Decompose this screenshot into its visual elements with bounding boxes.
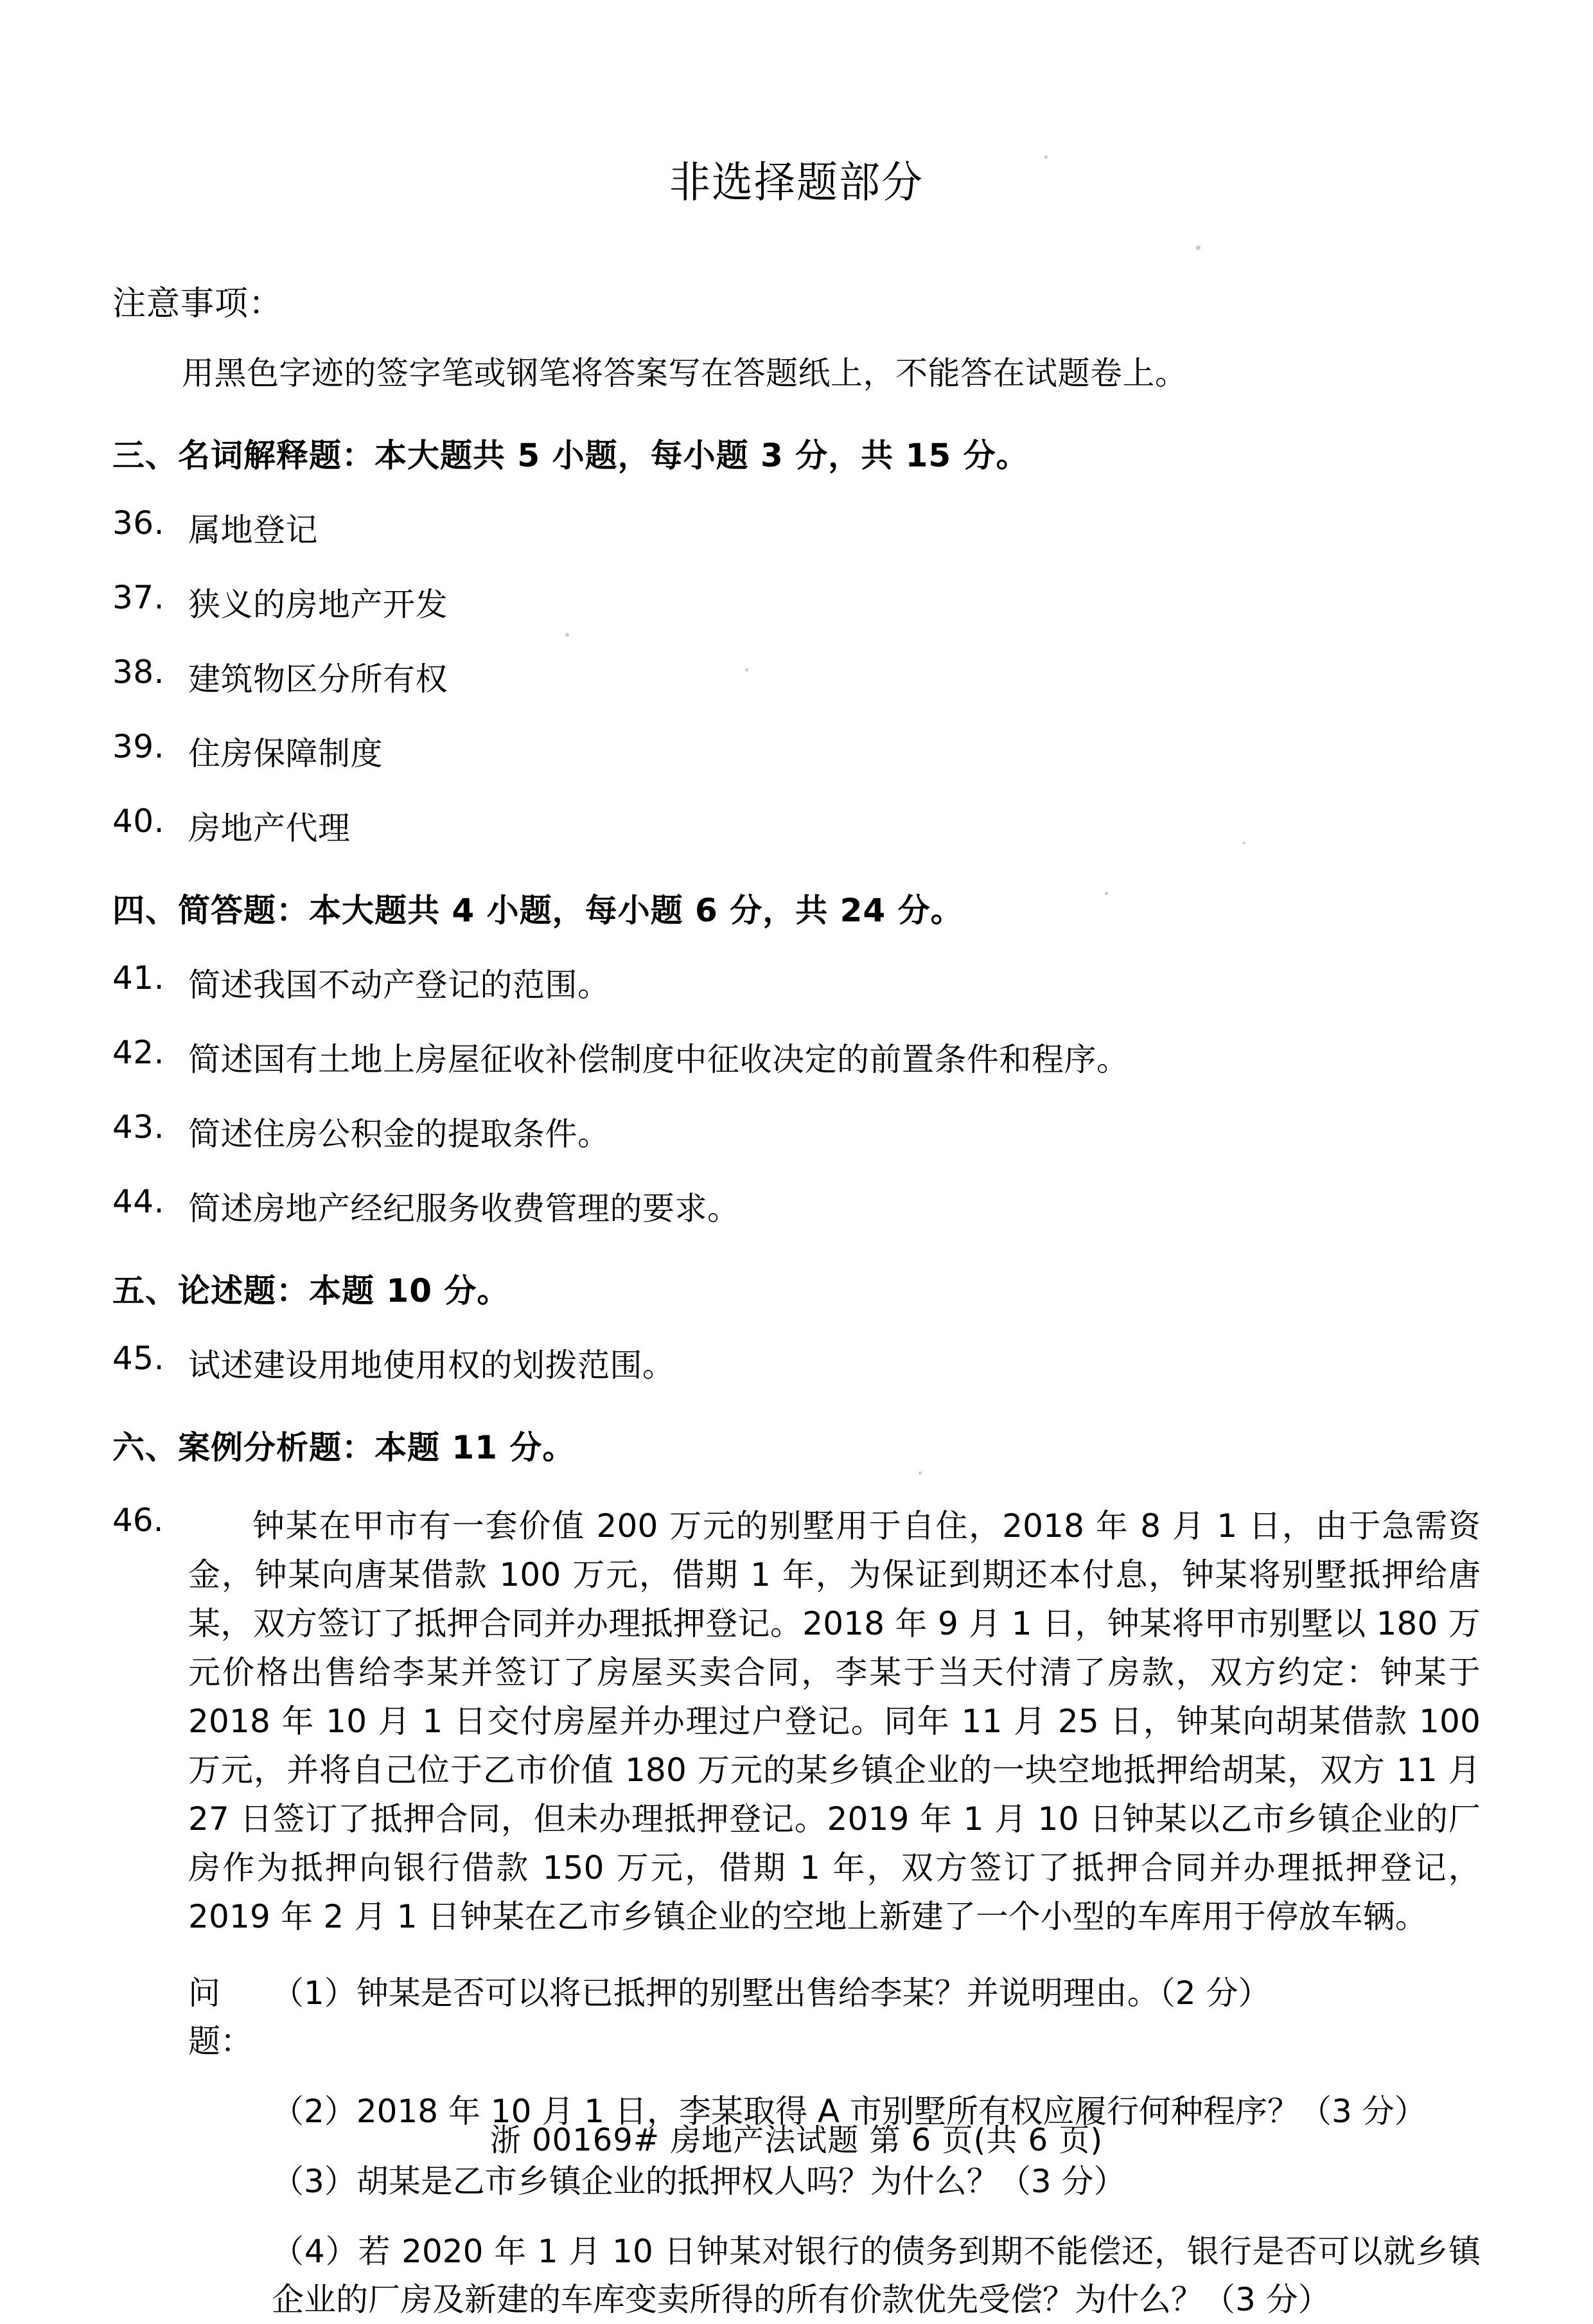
case-question-row [188,2228,1481,2324]
question-item [112,1183,1481,1229]
section-number: 六、 [112,1429,178,1466]
question-number: 39. [112,728,165,765]
section-heading-5 [112,1265,1481,1311]
case-question-text [272,1969,1481,2018]
notice-label: 注意事项： [112,285,283,323]
section-description: 本大题共 4 小题，每小题 6 分，共 24 分。 [309,892,964,929]
question-text: 试述建设用地使用权的划拨范围。 [188,1347,675,1384]
case-question-label: （3） [272,2163,356,2200]
question-number: 40. [112,803,165,840]
section-number: 五、 [112,1272,178,1309]
case-question-content: 钟某是否可以将已抵押的别墅出售给李某？并说明理由。（2 分） [356,1974,1271,2012]
question-number: 37. [112,579,165,616]
question-text: 简述国有土地上房屋征收补偿制度中征收决定的前置条件和程序。 [188,1041,1129,1078]
section-heading-3 [112,430,1481,476]
question-text: 建筑物区分所有权 [188,661,448,698]
question-number: 36. [112,504,165,542]
question-item [112,1340,1481,1386]
question-item [112,803,1481,849]
question-item [112,579,1481,625]
question-item [112,1108,1481,1155]
case-study-paragraph: 钟某在甲市有一套价值 200 万元的别墅用于自住，2018 年 8 月 1 日，由于急需资金，钟某向唐某借款 100 万元，借期 1 年，为保证到期还本付息，钟某将别墅抵押给唐某，双方签订了抵押合同并办理抵押登记。2018 年 9 月 1 日，钟某将甲市别墅以 180 万元价格出售给李某并签订了房屋买卖合同，李某于当天付清了房款，双方约定：钟某于 2018 年 10 月 1 日交付房屋并办理过户登记。同年 11 月 25 日，钟某向胡某借款 100 万元，并将自己位于乙市价值 180 万元的某乡镇企业的一块空地抵押给胡某，双方 11 月 27 日签订了抵押合同，但未办理抵押登记。2019 年 1 月 10 日钟某以乙市乡镇企业的厂房作为抵押向银行借款 150 万元，借期 1 年，双方签订了抵押合同并办理抵押登记，2019 年 2 月 1 日钟某在乙市乡镇企业的空地上新建了一个小型的车库用于停放车辆。 [188,1507,1481,1935]
page-title: 非选择题部分 [669,158,924,208]
question-item [112,653,1481,700]
section-description: 本题 10 分。 [309,1272,510,1309]
case-question-text [272,2158,1481,2206]
section-title: 名词解释题： [178,437,374,474]
section-number: 三、 [112,437,178,474]
case-study-number: 46. [112,1502,164,1539]
question-item [112,959,1481,1006]
question-text: 属地登记 [188,511,318,549]
question-item [112,504,1481,551]
question-number: 44. [112,1183,165,1220]
case-question-row [188,1969,1481,2066]
section-title: 简答题： [178,892,309,929]
page-footer: 浙 00169# 房地产法试题 第 6 页(共 6 页) [489,2122,1104,2158]
section-number: 四、 [112,892,178,929]
case-question-content: 若 2020 年 1 月 10 日钟某对银行的债务到期不能偿还，银行是否可以就乡镇企业的厂房及新建的车库变卖所得的所有价款优先受偿？为什么？（3 分） [272,2233,1481,2318]
case-question-label: （1） [272,1974,356,2012]
section-heading-6 [112,1422,1481,1468]
section-description: 本大题共 5 小题，每小题 3 分，共 15 分。 [374,437,1029,474]
section-title: 案例分析题： [178,1429,374,1466]
case-question-label: （2） [272,2093,356,2130]
question-number: 45. [112,1340,165,1377]
question-number: 38. [112,653,165,691]
section-description: 本题 11 分。 [374,1429,576,1466]
question-text: 简述房地产经纪服务收费管理的要求。 [188,1190,740,1227]
case-study-body [188,1502,1481,2324]
notice-body: 用黑色字迹的签字笔或钢笔将答案写在答题纸上，不能答在试题卷上。 [182,355,1188,392]
question-text: 简述住房公积金的提取条件。 [188,1115,610,1153]
case-question-label: （4） [272,2233,358,2270]
question-number: 43. [112,1108,165,1146]
page-content [112,0,1481,2324]
case-study-block [112,1502,1481,2324]
question-text: 狭义的房地产开发 [188,586,448,623]
question-text: 住房保障制度 [188,735,383,772]
question-item [112,1034,1481,1080]
case-questions-label: 问题： [188,1974,252,2060]
section-heading-4 [112,885,1481,931]
case-question-content: 胡某是乙市乡镇企业的抵押权人吗？为什么？（3 分） [356,2163,1126,2200]
question-item [112,728,1481,774]
case-question-content: 2018 年 10 月 1 日，李某取得 A 市别墅所有权应履行何种程序？（3 分） [356,2093,1427,2130]
section-title: 论述题： [178,1272,309,1309]
question-text: 简述我国不动产登记的范围。 [188,966,610,1004]
question-text: 房地产代理 [188,810,351,847]
case-question-row [188,2158,1481,2206]
case-question-text [272,2228,1481,2324]
question-number: 41. [112,959,165,997]
question-number: 42. [112,1034,165,1071]
